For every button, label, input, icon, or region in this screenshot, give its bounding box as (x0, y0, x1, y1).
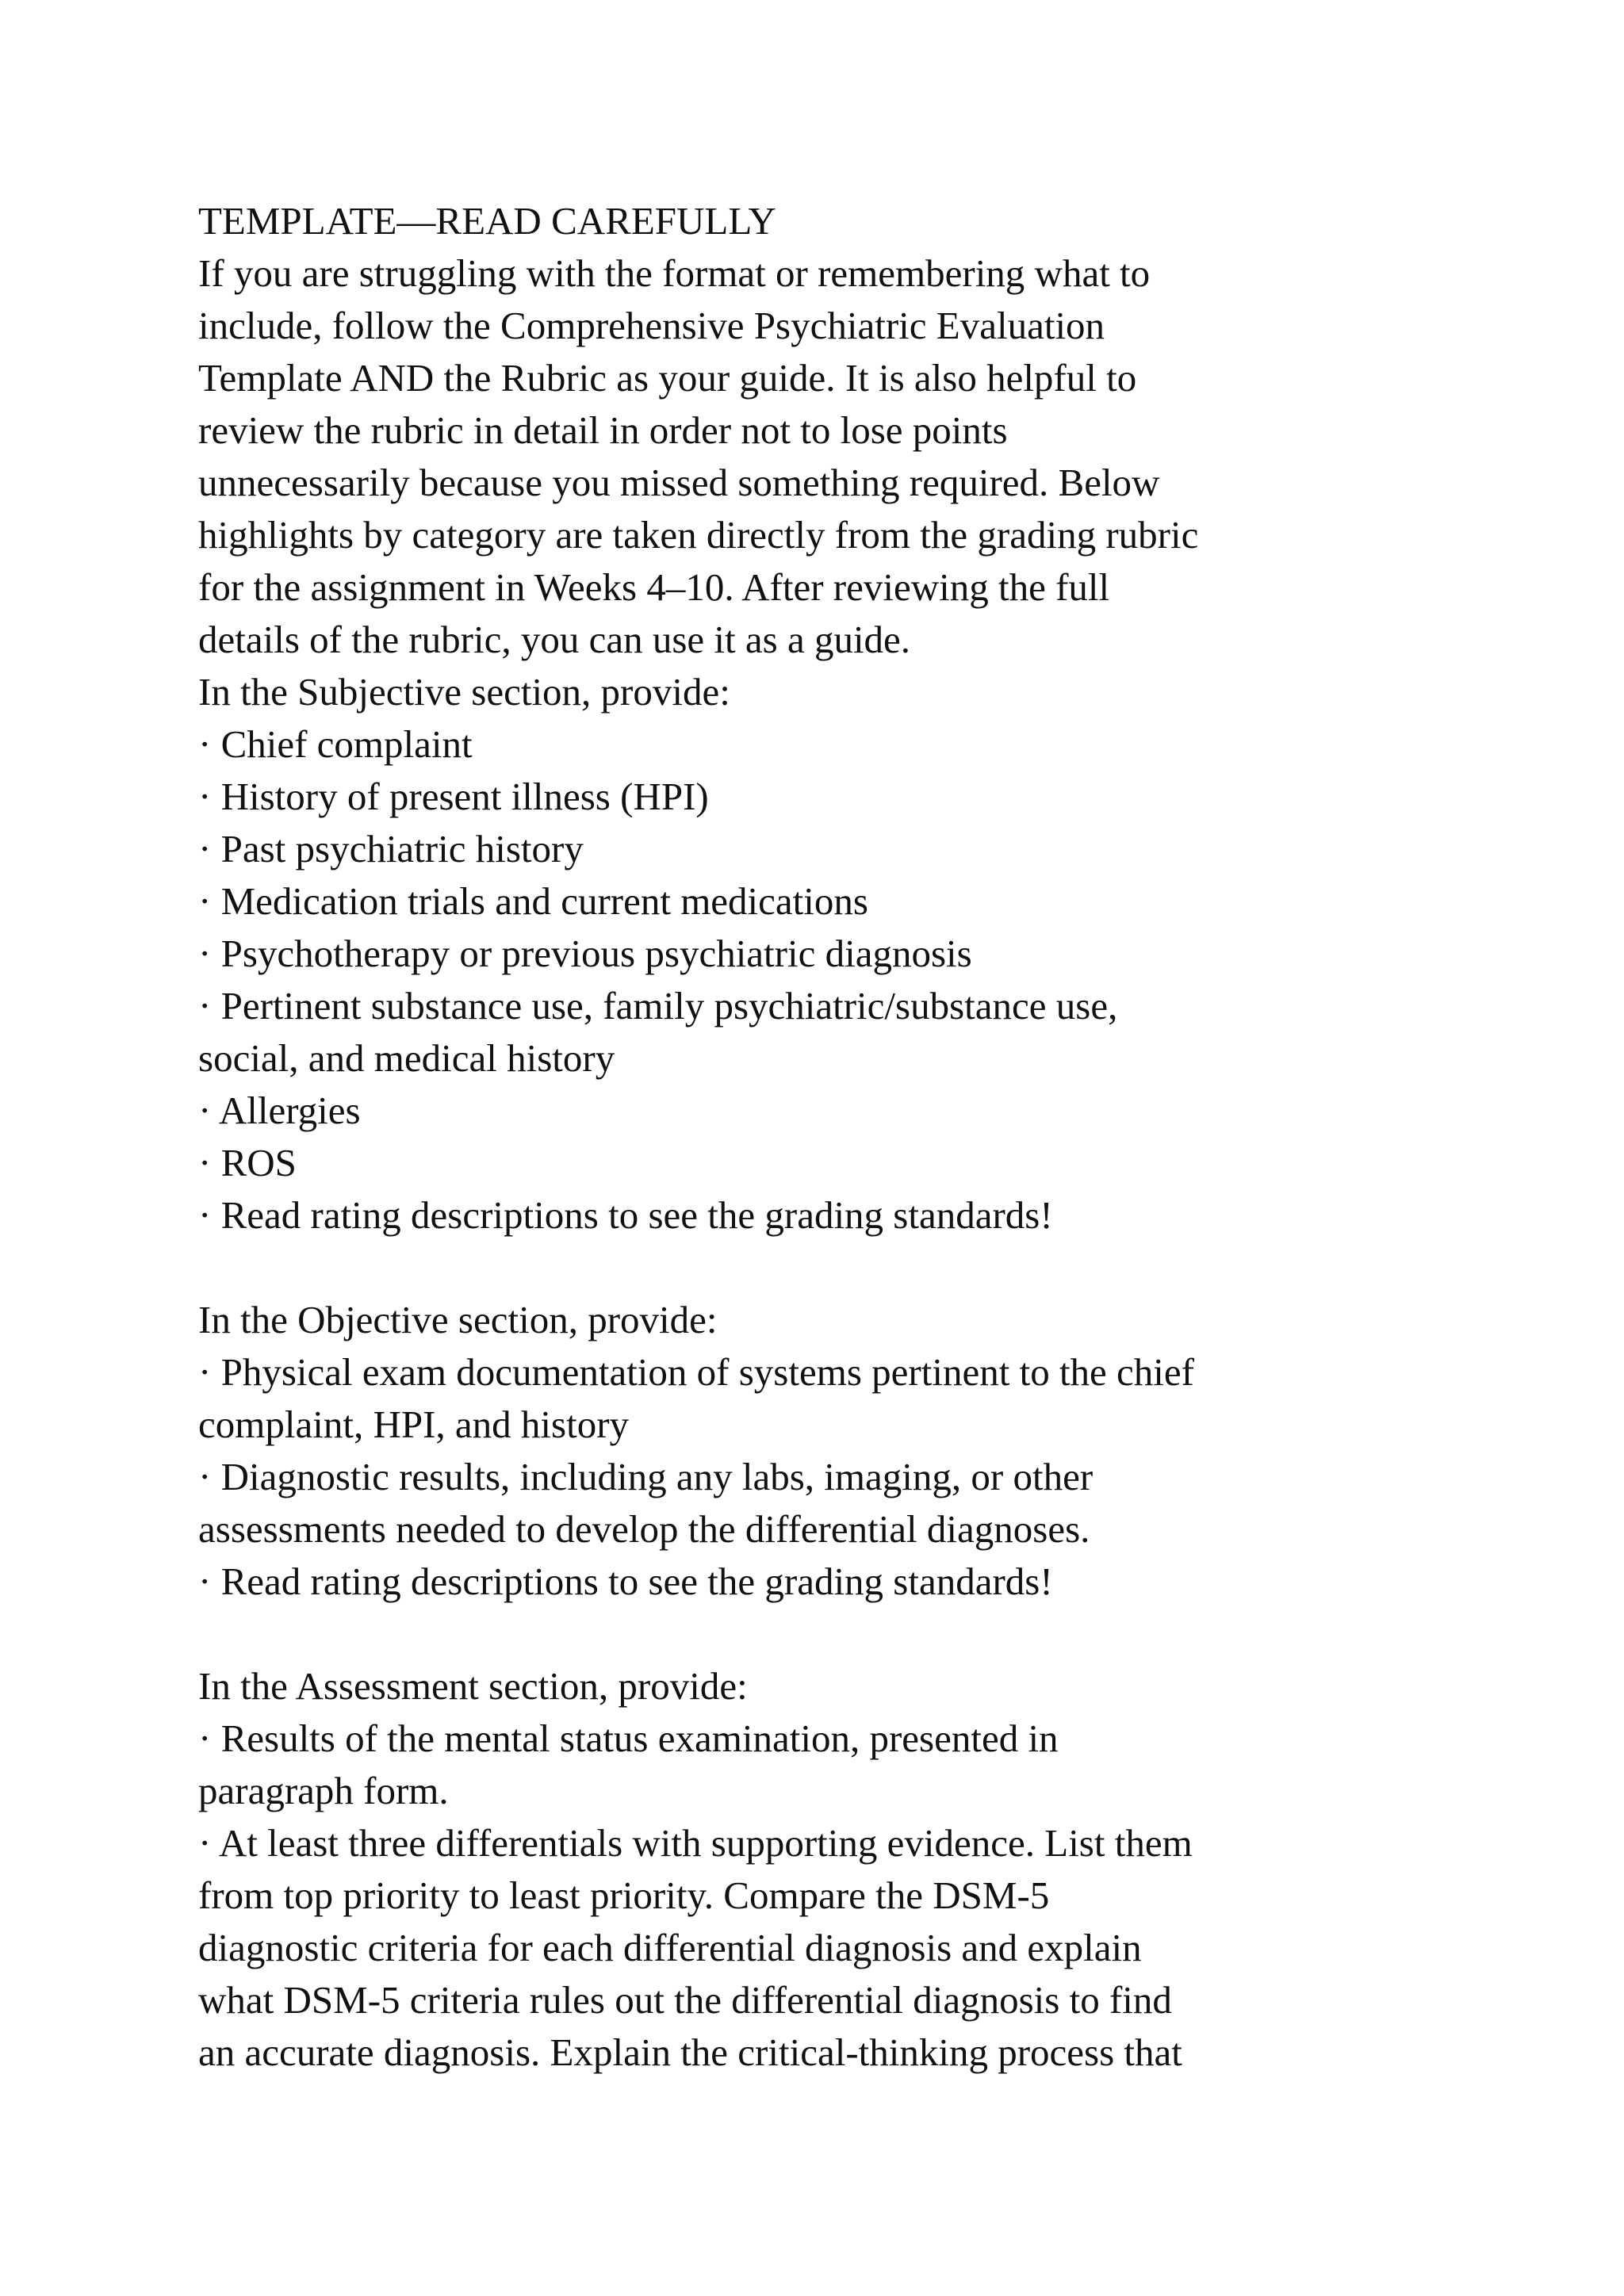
objective-item: · Diagnostic results, including any labs, imaging, or other (198, 1455, 1094, 1498)
assessment-item: · Results of the mental status examination, presented in (198, 1716, 1059, 1760)
assessment-item: from top priority to least priority. Compare the DSM-5 (198, 1873, 1050, 1917)
intro-line: include, follow the Comprehensive Psychiatric Evaluation (198, 304, 1105, 347)
subjective-item: · Read rating descriptions to see the grading standards! (198, 1193, 1053, 1237)
subjective-item: · Medication trials and current medications (198, 879, 868, 923)
blank-line (198, 1608, 1435, 1660)
objective-item: complaint, HPI, and history (198, 1402, 630, 1446)
objective-item: assessments needed to develop the differential diagnoses. (198, 1507, 1090, 1551)
subjective-item: · ROS (198, 1141, 297, 1184)
subjective-item: · Allergies (198, 1089, 361, 1132)
subjective-item: · Chief complaint (198, 722, 473, 766)
intro-line: Template AND the Rubric as your guide. It is also helpful to (198, 356, 1137, 400)
assessment-item: diagnostic criteria for each differential diagnosis and explain (198, 1926, 1142, 1969)
assessment-item: · At least three differentials with supporting evidence. List them (198, 1821, 1193, 1865)
objective-heading: In the Objective section, provide: (198, 1298, 718, 1341)
document-title: TEMPLATE—READ CAREFULLY (198, 199, 776, 243)
assessment-item: an accurate diagnosis. Explain the critical-thinking process that (198, 2030, 1182, 2074)
document-page (198, 195, 1435, 2079)
intro-line: If you are struggling with the format or remembering what to (198, 251, 1151, 295)
objective-item: · Read rating descriptions to see the grading standards! (198, 1559, 1053, 1603)
intro-line: highlights by category are taken directly from the grading rubric (198, 513, 1199, 557)
intro-line: details of the rubric, you can use it as a guide. (198, 618, 911, 661)
objective-item: · Physical exam documentation of systems pertinent to the chief (198, 1350, 1194, 1394)
subjective-item: · Psychotherapy or previous psychiatric diagnosis (198, 932, 972, 975)
blank-line (198, 1242, 1435, 1294)
subjective-item: · Past psychiatric history (198, 827, 584, 871)
assessment-item: paragraph form. (198, 1769, 449, 1812)
intro-line: for the assignment in Weeks 4–10. After reviewing the full (198, 565, 1110, 609)
assessment-item: what DSM-5 criteria rules out the differential diagnosis to find (198, 1978, 1172, 2022)
subjective-item: · Pertinent substance use, family psychiatric/substance use, (198, 984, 1118, 1027)
subjective-item: social, and medical history (198, 1036, 615, 1080)
subjective-item: · History of present illness (HPI) (198, 775, 709, 818)
intro-line: unnecessarily because you missed something required. Below (198, 461, 1160, 504)
subjective-heading: In the Subjective section, provide: (198, 670, 730, 714)
intro-line: review the rubric in detail in order not to lose points (198, 408, 1008, 452)
assessment-heading: In the Assessment section, provide: (198, 1664, 748, 1708)
